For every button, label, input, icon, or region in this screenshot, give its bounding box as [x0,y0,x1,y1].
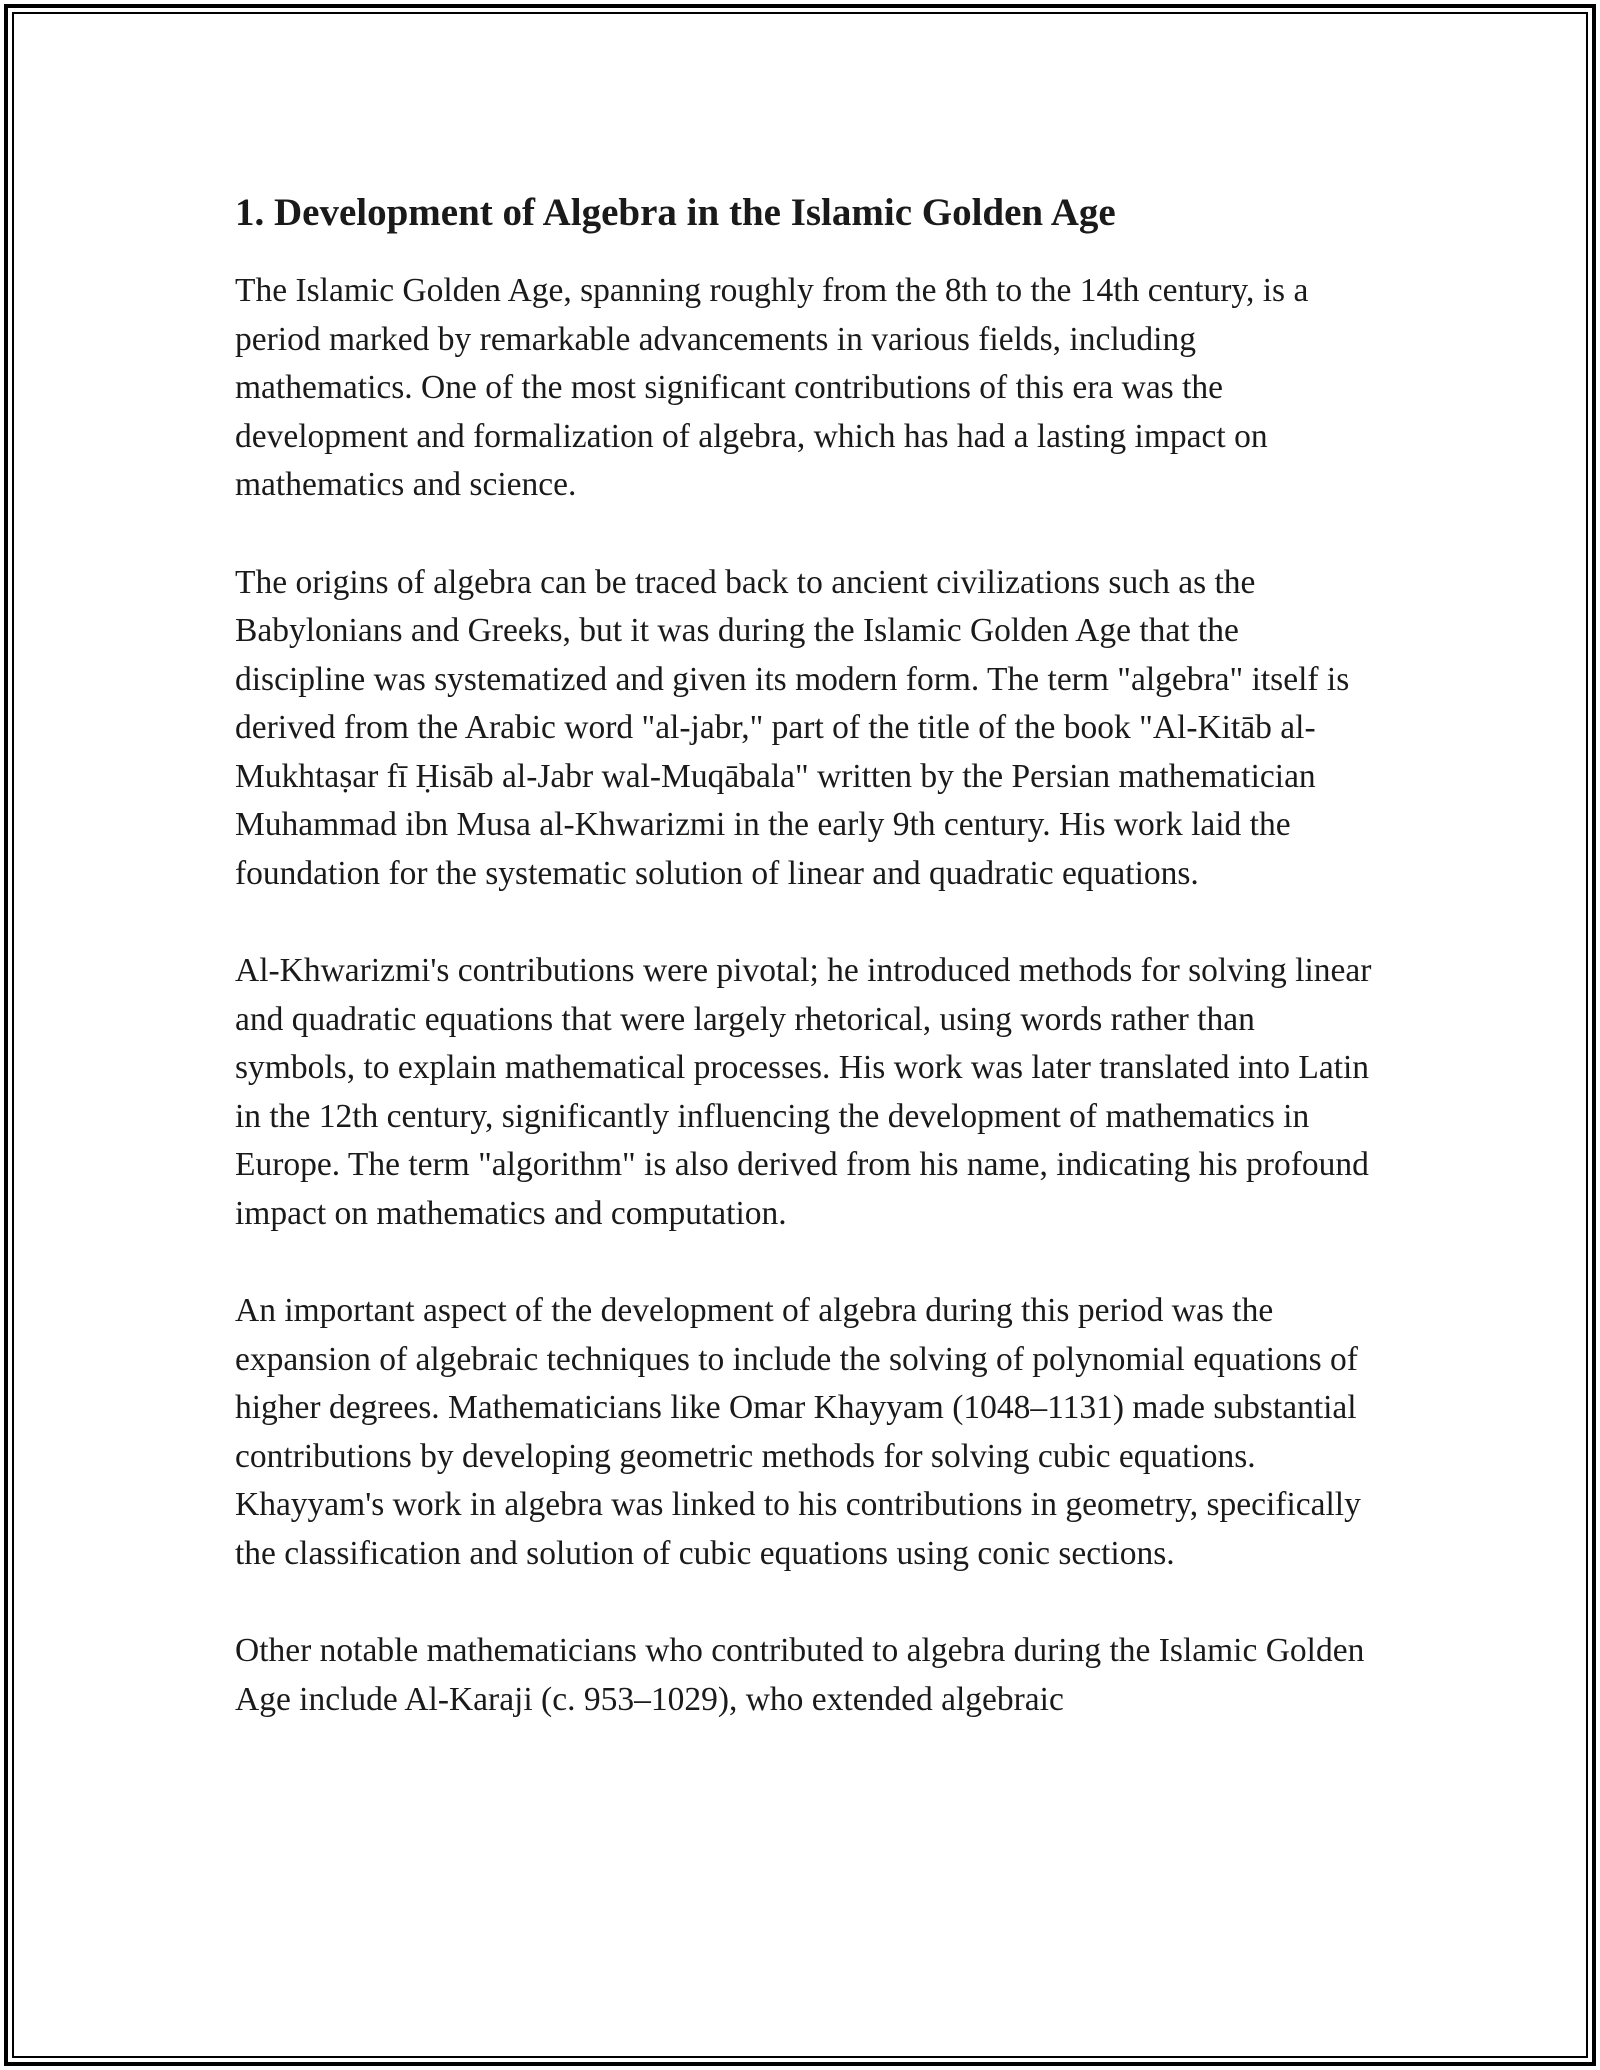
paragraph-4: An important aspect of the development of algebra during this period was the expansion of algebraic techniques to include the solving of polynomial equations of higher degrees. Mathematicians like Omar Khayyam (1048–1131) made substantial contributions by developing geometric methods for solving cubic equations. Khayyam's work in algebra was linked to his contributions in geometry, specifically the classification and solution of cubic equations using conic sections. [235,1292,1361,1572]
paragraph-2: The origins of algebra can be traced back to ancient civilizations such as the Babylonians and Greeks, but it was during the Islamic Golden Age that the discipline was systematized and given its modern form. The term "algebra" itself is derived from the Arabic word "al-jabr," part of the title of the book "Al-Kitāb al-Mukhtaṣar fī Ḥisāb al-Jabr wal-Muqābala" written by the Persian mathematician Muhammad ibn Musa al-Khwarizmi in the early 9th century. His work laid the foundation for the systematic solution of linear and quadratic equations. [235,563,1350,892]
document-body [235,185,1375,1773]
section-heading: 1. Development of Algebra in the Islamic Golden Age [235,191,1116,234]
paragraph-1: The Islamic Golden Age, spanning roughly from the 8th to the 14th century, is a period marked by remarkable advancements in various fields, including mathematics. One of the most significant contributions of this era was the development and formalization of algebra, which has had a lasting impact on mathematics and science. [235,272,1309,503]
paragraph-3: Al-Khwarizmi's contributions were pivotal; he introduced methods for solving linear and quadratic equations that were largely rhetorical, using words rather than symbols, to explain mathematical processes. His work was later translated into Latin in the 12th century, significantly influencing the development of mathematics in Europe. The term "algorithm" is also derived from his name, indicating his profound impact on mathematics and computation. [235,952,1372,1232]
paragraph-5: Other notable mathematicians who contributed to algebra during the Islamic Golden Age include Al-Karaji (c. 953–1029), who extended algebraic [235,1632,1365,1718]
